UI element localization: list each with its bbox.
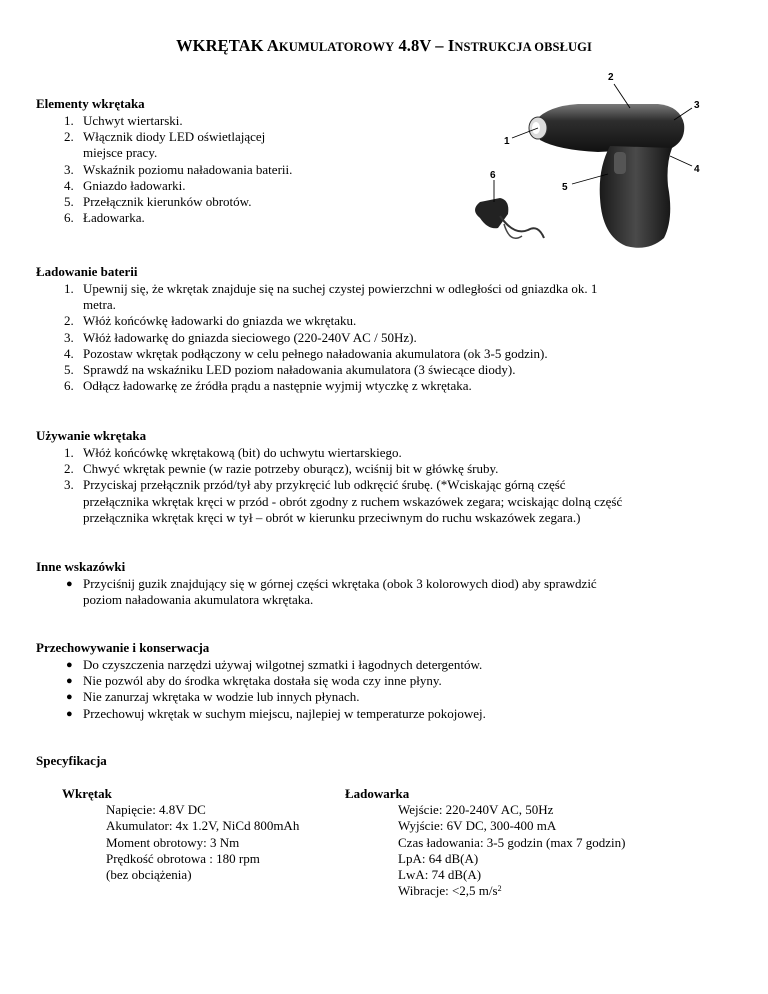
list-item: 3. Wskaźnik poziomu naładowania baterii. bbox=[64, 161, 293, 177]
tips-list bbox=[66, 576, 763, 608]
list-item: 4. Gniazdo ładowarki. bbox=[64, 177, 186, 193]
list-item: 6. Ładowarka. bbox=[64, 210, 145, 226]
storage-list bbox=[66, 657, 763, 722]
spec-row: Moment obrotowy: 3 Nm bbox=[106, 834, 240, 850]
callout-5: 5 bbox=[562, 182, 568, 193]
list-item: 2. Włącznik diody LED oświetlającej bbox=[64, 129, 266, 145]
callout-3: 3 bbox=[694, 100, 700, 111]
charger-shape bbox=[475, 198, 508, 228]
title-part-1: WKRĘTAK A bbox=[176, 36, 279, 55]
list-item: 3. Włóż ładowarkę do gniazda sieciowego (220-240V AC / 50Hz). bbox=[64, 329, 417, 345]
list-item: 1. Włóż końcówkę wkrętakową (bit) do uchwytu wiertarskiego. bbox=[64, 445, 402, 460]
callout-4: 4 bbox=[694, 164, 700, 175]
list-item: miejsce pracy. bbox=[83, 145, 158, 161]
list-item: 2. Włóż końcówkę ładowarki do gniazda we wkrętaku. bbox=[64, 313, 357, 329]
title-part-2: 4.8V – I bbox=[394, 36, 455, 55]
title-part-1-smallcaps: KUMULATOROWY bbox=[278, 40, 395, 54]
elements-list bbox=[64, 113, 413, 226]
callout-2: 2 bbox=[608, 72, 614, 83]
tips-heading: Inne wskazówki bbox=[36, 559, 126, 574]
direction-switch-shape bbox=[614, 152, 626, 174]
callout-6: 6 bbox=[490, 170, 496, 181]
screwdriver-figure bbox=[448, 68, 710, 252]
list-item: 4. Pozostaw wkrętak podłączony w celu pełnego naładowania akumulatora (ok 3-5 godzin). bbox=[64, 345, 548, 361]
spec-charger bbox=[345, 786, 745, 899]
usage-heading: Używanie wkrętaka bbox=[36, 428, 147, 443]
spec-row: Akumulator: 4x 1.2V, NiCd 800mAh bbox=[106, 818, 300, 834]
list-item: ● Do czyszczenia narzędzi używaj wilgotnej szmatki i łagodnych detergentów. bbox=[66, 657, 483, 672]
handle-shape bbox=[600, 146, 672, 248]
charger-cable-shape bbox=[500, 216, 544, 238]
spec-charger-heading: Ładowarka bbox=[345, 786, 410, 801]
spec-row: Napięcie: 4.8V DC bbox=[106, 802, 206, 818]
spec-row: Wejście: 220-240V AC, 50Hz bbox=[398, 802, 554, 818]
spec-row: Prędkość obrotowa : 180 rpm bbox=[106, 850, 260, 866]
spec-heading: Specyfikacja bbox=[36, 753, 107, 768]
list-item: przełącznika wkrętak kręci w przód - obrót zgodny z ruchem wskazówek zegara; wciskając dolną część bbox=[83, 493, 623, 509]
spec-row: (bez obciążenia) bbox=[106, 867, 192, 883]
spec-row-vibration bbox=[345, 883, 745, 899]
list-item: 3. Przyciskaj przełącznik przód/tył aby przykręcić lub odkręcić śrubę. (*Wciskając górną część bbox=[64, 477, 566, 493]
list-item: 5. Przełącznik kierunków obrotów. bbox=[64, 194, 252, 210]
barrel-shape bbox=[536, 104, 684, 152]
list-item: metra. bbox=[83, 297, 116, 313]
spec-row: Czas ładowania: 3-5 godzin (max 7 godzin) bbox=[398, 834, 626, 850]
usage-list bbox=[64, 445, 763, 526]
spec-row: LwA: 74 dB(A) bbox=[398, 867, 482, 883]
callout-1: 1 bbox=[504, 136, 510, 147]
chuck-bit-shape bbox=[532, 122, 540, 134]
list-item: 1. Uchwyt wiertarski. bbox=[64, 113, 183, 128]
list-item: ● Przechowuj wkrętak w suchym miejscu, najlepiej w temperaturze pokojowej. bbox=[66, 705, 486, 721]
elements-heading: Elementy wkrętaka bbox=[36, 96, 145, 111]
list-item: poziom naładowania akumulatora wkrętaka. bbox=[83, 592, 314, 608]
list-item: 1. Upewnij się, że wkrętak znajduje się na suchej czystej powierzchni w odległości od gniazdka ok. 1 bbox=[64, 281, 598, 296]
spec-screwdriver bbox=[62, 786, 352, 883]
list-item: ● Nie pozwól aby do środka wkrętaka dostała się woda czy inne płyny. bbox=[66, 673, 442, 689]
list-item: 5. Sprawdź na wskaźniku LED poziom naładowania akumulatora (3 świecące diody). bbox=[64, 362, 516, 378]
list-item: przełącznika wkrętak kręci w tył – obrót w kierunku przeciwnym do ruchu wskazówek zegara.) bbox=[83, 509, 581, 525]
list-item: ● Przyciśnij guzik znajdujący się w górnej części wkrętaka (obok 3 kolorowych diod) aby sprawdzić bbox=[66, 576, 597, 591]
vibration-text: Wibracje: <2,5 m/s bbox=[398, 883, 498, 899]
charging-heading: Ładowanie baterii bbox=[36, 264, 138, 279]
list-item: 2. Chwyć wkrętak pewnie (w razie potrzeby oburącz), wciśnij bit w główkę śruby. bbox=[64, 461, 499, 477]
title-part-2-smallcaps: NSTRUKCJA OBSŁUGI bbox=[454, 40, 592, 54]
charging-list bbox=[64, 281, 743, 394]
spec-row: Wyjście: 6V DC, 300-400 mA bbox=[398, 818, 557, 834]
vibration-sup: 2 bbox=[497, 884, 502, 894]
spec-screwdriver-heading: Wkrętak bbox=[62, 786, 112, 801]
document-title bbox=[0, 36, 768, 56]
spec-row: LpA: 64 dB(A) bbox=[398, 850, 479, 866]
list-item: 6. Odłącz ładowarkę ze źródła prądu a następnie wyjmij wtyczkę z wkrętaka. bbox=[64, 378, 472, 394]
list-item: ● Nie zanurzaj wkrętaka w wodzie lub innych płynach. bbox=[66, 689, 360, 705]
storage-heading: Przechowywanie i konserwacja bbox=[36, 640, 210, 655]
